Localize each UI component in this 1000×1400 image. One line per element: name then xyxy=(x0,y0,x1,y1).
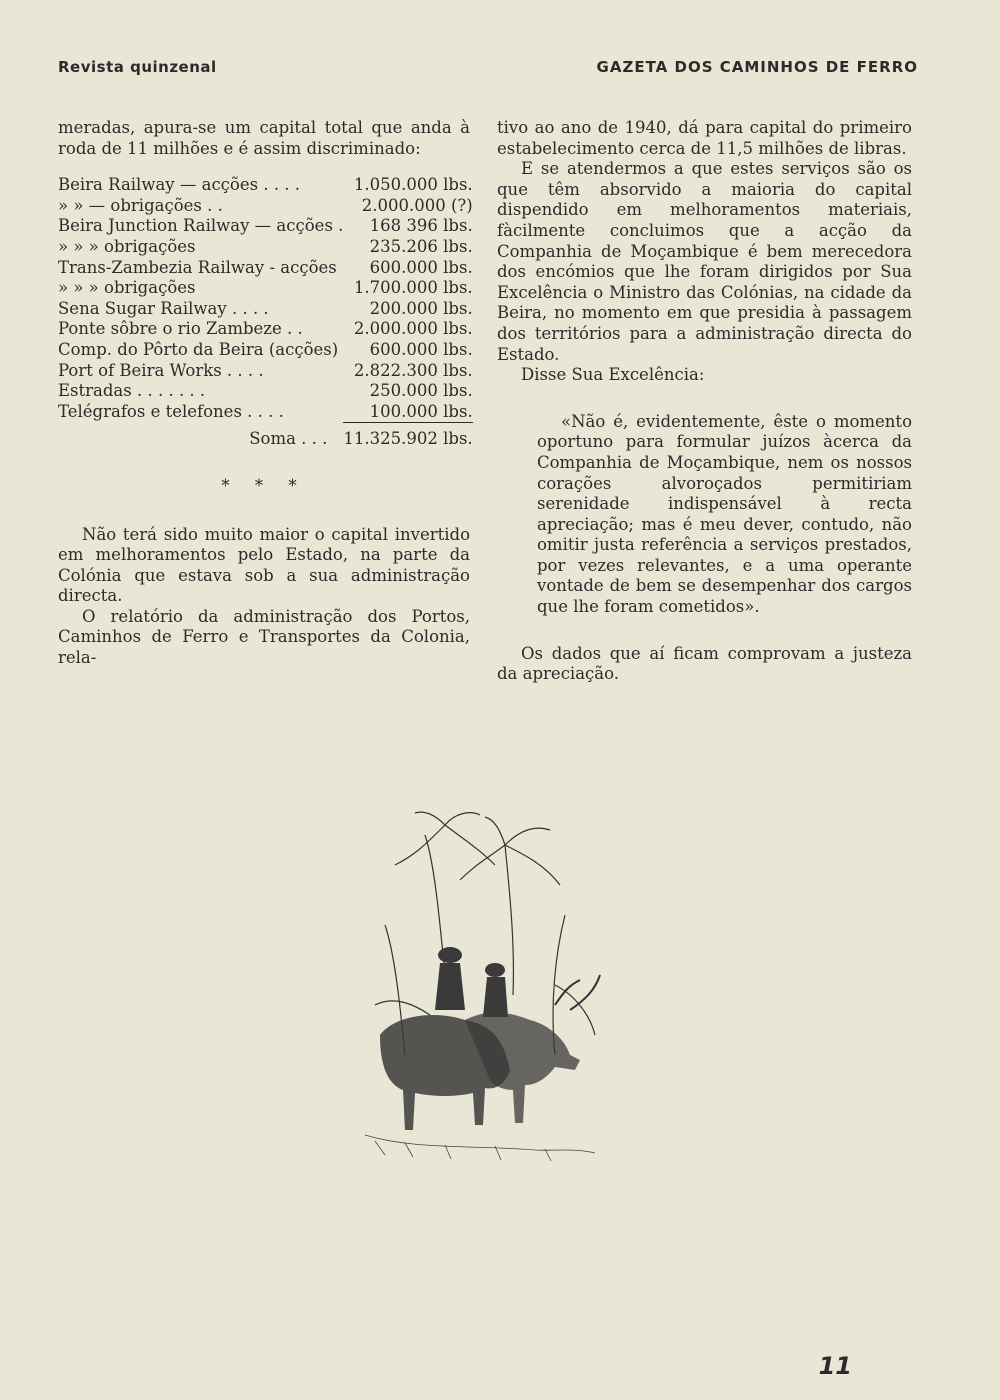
capital-row-amount: 235.206 lbs. xyxy=(369,236,473,256)
capital-row-label: » » » obrigações xyxy=(58,236,196,256)
capital-row-label: » » » obrigações xyxy=(58,278,196,298)
header-right: GAZETA DOS CAMINHOS DE FERRO xyxy=(596,58,918,76)
capital-row-label: Ponte sôbre o rio Zambeze . . xyxy=(58,319,303,339)
capital-row xyxy=(58,299,473,320)
capital-row xyxy=(58,216,473,237)
intro-paragraph: meradas, apura-se um capital total que anda à roda de 11 milhões e é assim discriminado: xyxy=(58,118,470,158)
right-paragraph-2: E se atendermos a que estes serviços são os que têm absorvido a maioria do capital dispendido em melhoramentos materiais, fàcilmente concluimos que a acção da Companhia de Moçambique é bem merecedora dos encómios que lhe foram dirigidos por Sua Excelência o Ministro das Colónias, na cidade da Beira, no momento em que presidia à passagem dos territórios para a administração directa do Estado. xyxy=(497,159,912,364)
right-paragraph-4: Os dados que aí ficam comprovam a justeza da apreciação. xyxy=(497,643,912,684)
capital-row-amount: 1.050.000 lbs. xyxy=(353,175,473,195)
capital-row-label: Estradas . . . . . . . xyxy=(58,381,206,401)
capital-row-label: Telégrafos e telefones . . . . xyxy=(58,401,284,421)
capital-row-label: Beira Junction Railway — acções . xyxy=(58,216,344,236)
capital-table xyxy=(58,175,473,450)
capital-row-amount: 1.700.000 lbs. xyxy=(353,278,473,298)
capital-row-amount: 200.000 lbs. xyxy=(369,298,473,318)
capital-row-label: Beira Railway — acções . . . . xyxy=(58,175,301,195)
ox-riders-illustration xyxy=(355,805,605,1175)
capital-row xyxy=(58,175,473,196)
total-row xyxy=(58,423,473,450)
right-column xyxy=(497,118,912,685)
left-column xyxy=(58,118,473,669)
capital-row xyxy=(58,361,473,382)
minister-quote: «Não é, evidentemente, êste o momento oportuno para formular juízos àcerca da Companhia de Moçambique, nem os nossos corações alvoroçados permitiriam serenidade indispensável à recta apreciação; mas é meu dever, contudo, não omitir justa referência a serviços prestados, por vezes relevantes, e a uma operante vontade de bem se desempenhar dos cargos que lhe foram cometidos». xyxy=(537,411,912,617)
capital-row-label: Sena Sugar Railway . . . . xyxy=(58,298,269,318)
capital-row xyxy=(58,319,473,340)
capital-row xyxy=(58,340,473,361)
capital-row-label: » » — obrigações . . xyxy=(58,195,223,215)
section-separator: * * * xyxy=(221,475,307,495)
capital-row-amount: 168 396 lbs. xyxy=(369,216,473,236)
page-number: 11 xyxy=(818,1352,852,1380)
right-paragraph-1: tivo ao ano de 1940, dá para capital do primeiro estabelecimento cerca de 11,5 milhões de libras. xyxy=(497,118,912,158)
capital-row-amount: 250.000 lbs. xyxy=(369,381,473,401)
header-left: Revista quinzenal xyxy=(58,58,217,76)
capital-row xyxy=(58,402,473,423)
capital-row-label: Port of Beira Works . . . . xyxy=(58,360,264,380)
capital-row-amount: 2.000.000 (?) xyxy=(361,195,473,215)
capital-row xyxy=(58,196,473,217)
capital-row-amount: 2.000.000 lbs. xyxy=(353,319,473,339)
capital-row-amount: 600.000 lbs. xyxy=(369,339,473,359)
total-label: Soma . . . xyxy=(249,429,328,449)
capital-row-amount: 2.822.300 lbs. xyxy=(353,360,473,380)
left-paragraph-1: Não terá sido muito maior o capital invertido em melhoramentos pelo Estado, na parte da Colónia que estava sob a sua administração directa. xyxy=(58,524,470,606)
capital-row xyxy=(58,258,473,279)
capital-row-amount: 100.000 lbs. xyxy=(343,402,472,423)
capital-row xyxy=(58,237,473,258)
left-paragraph-2: O relatório da administração dos Portos, Caminhos de Ferro e Transportes da Colonia, rela- xyxy=(58,606,470,668)
right-paragraph-3: Disse Sua Excelência: xyxy=(521,365,705,385)
capital-row-amount: 600.000 lbs. xyxy=(369,257,473,277)
total-amount: 11.325.902 lbs. xyxy=(343,429,473,449)
capital-row-label: Trans-Zambezia Railway - acções xyxy=(58,257,337,277)
capital-row xyxy=(58,278,473,299)
capital-row xyxy=(58,381,473,402)
capital-row-label: Comp. do Pôrto da Beira (acções) xyxy=(58,339,339,359)
